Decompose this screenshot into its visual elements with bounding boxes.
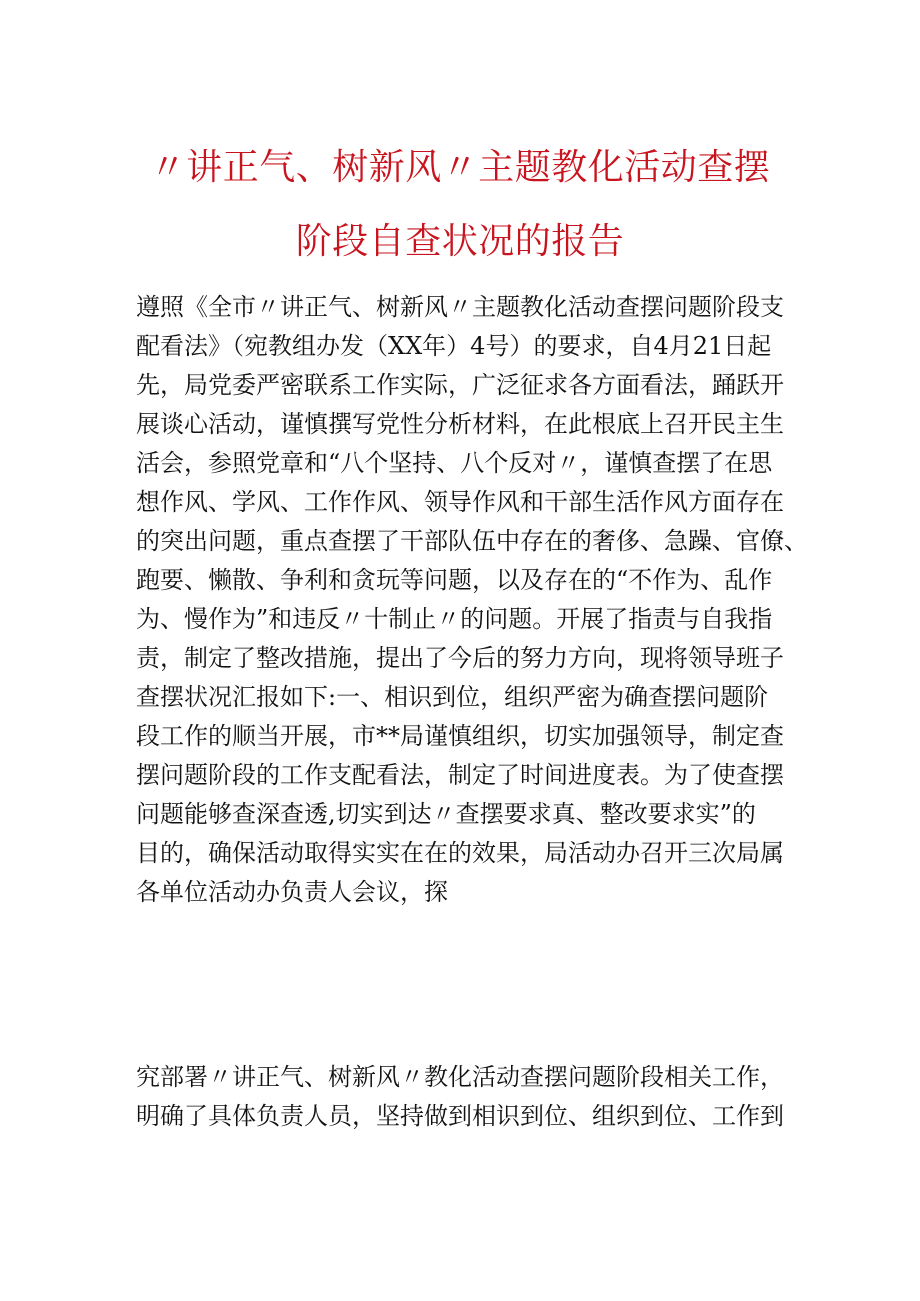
body-paragraph-2 [136, 1058, 796, 1136]
text-line: 想作风、学风、工作作风、领导作风和干部生活作风方面存在 [136, 488, 784, 516]
text-line: 目的，确保活动取得实实在在的效果，局活动办召开三次局属 [136, 839, 784, 867]
document-title-line-2: 阶段自查状况的报告 [295, 221, 625, 262]
document-title-line-1: 〃讲正气、树新风〃主题教化活动查摆 [149, 147, 771, 188]
text-line: 究部署〃讲正气、树新风〃教化活动查摆问题阶段相关工作， [136, 1063, 784, 1091]
text-line: 先，局党委严密联系工作实际，广泛征求各方面看法，踊跃开 [136, 371, 784, 399]
body-paragraph-1 [136, 288, 808, 912]
text-line: 配看法》（宛教组办发（XX年）4号）的要求，自4月21日起 [136, 332, 772, 360]
text-line: 问题能够查深查透,切实到达〃查摆要求真、整改要求实”的 [136, 800, 756, 828]
text-line: 跑要、懒散、争利和贪玩等问题，以及存在的“不作为、乱作 [136, 566, 773, 594]
text-line: 摆问题阶段的工作支配看法，制定了时间进度表。为了使查摆 [136, 761, 784, 789]
text-line: 段工作的顺当开展，市**局谨慎组织，切实加强领导，制定查 [136, 722, 784, 750]
text-line: 查摆状况汇报如下:一、相识到位，组织严密为确查摆问题阶 [136, 683, 769, 711]
text-line: 的突出问题，重点查摆了干部队伍中存在的奢侈、急躁、官僚、 [136, 527, 808, 555]
text-line: 活会，参照党章和“八个坚持、八个反对〃，谨慎查摆了在思 [136, 449, 773, 477]
text-line: 遵照《全市〃讲正气、树新风〃主题教化活动查摆问题阶段支 [136, 293, 784, 321]
text-line: 责，制定了整改措施，提出了今后的努力方向，现将领导班子 [136, 644, 784, 672]
text-line: 展谈心活动，谨慎撰写党性分析材料，在此根底上召开民主生 [136, 410, 784, 438]
text-line: 明确了具体负责人员，坚持做到相识到位、组织到位、工作到 [136, 1102, 784, 1130]
text-line: 各单位活动办负责人会议，探 [136, 878, 448, 906]
text-line: 为、慢作为”和违反〃十制止〃的问题。开展了指责与自我指 [136, 605, 773, 633]
